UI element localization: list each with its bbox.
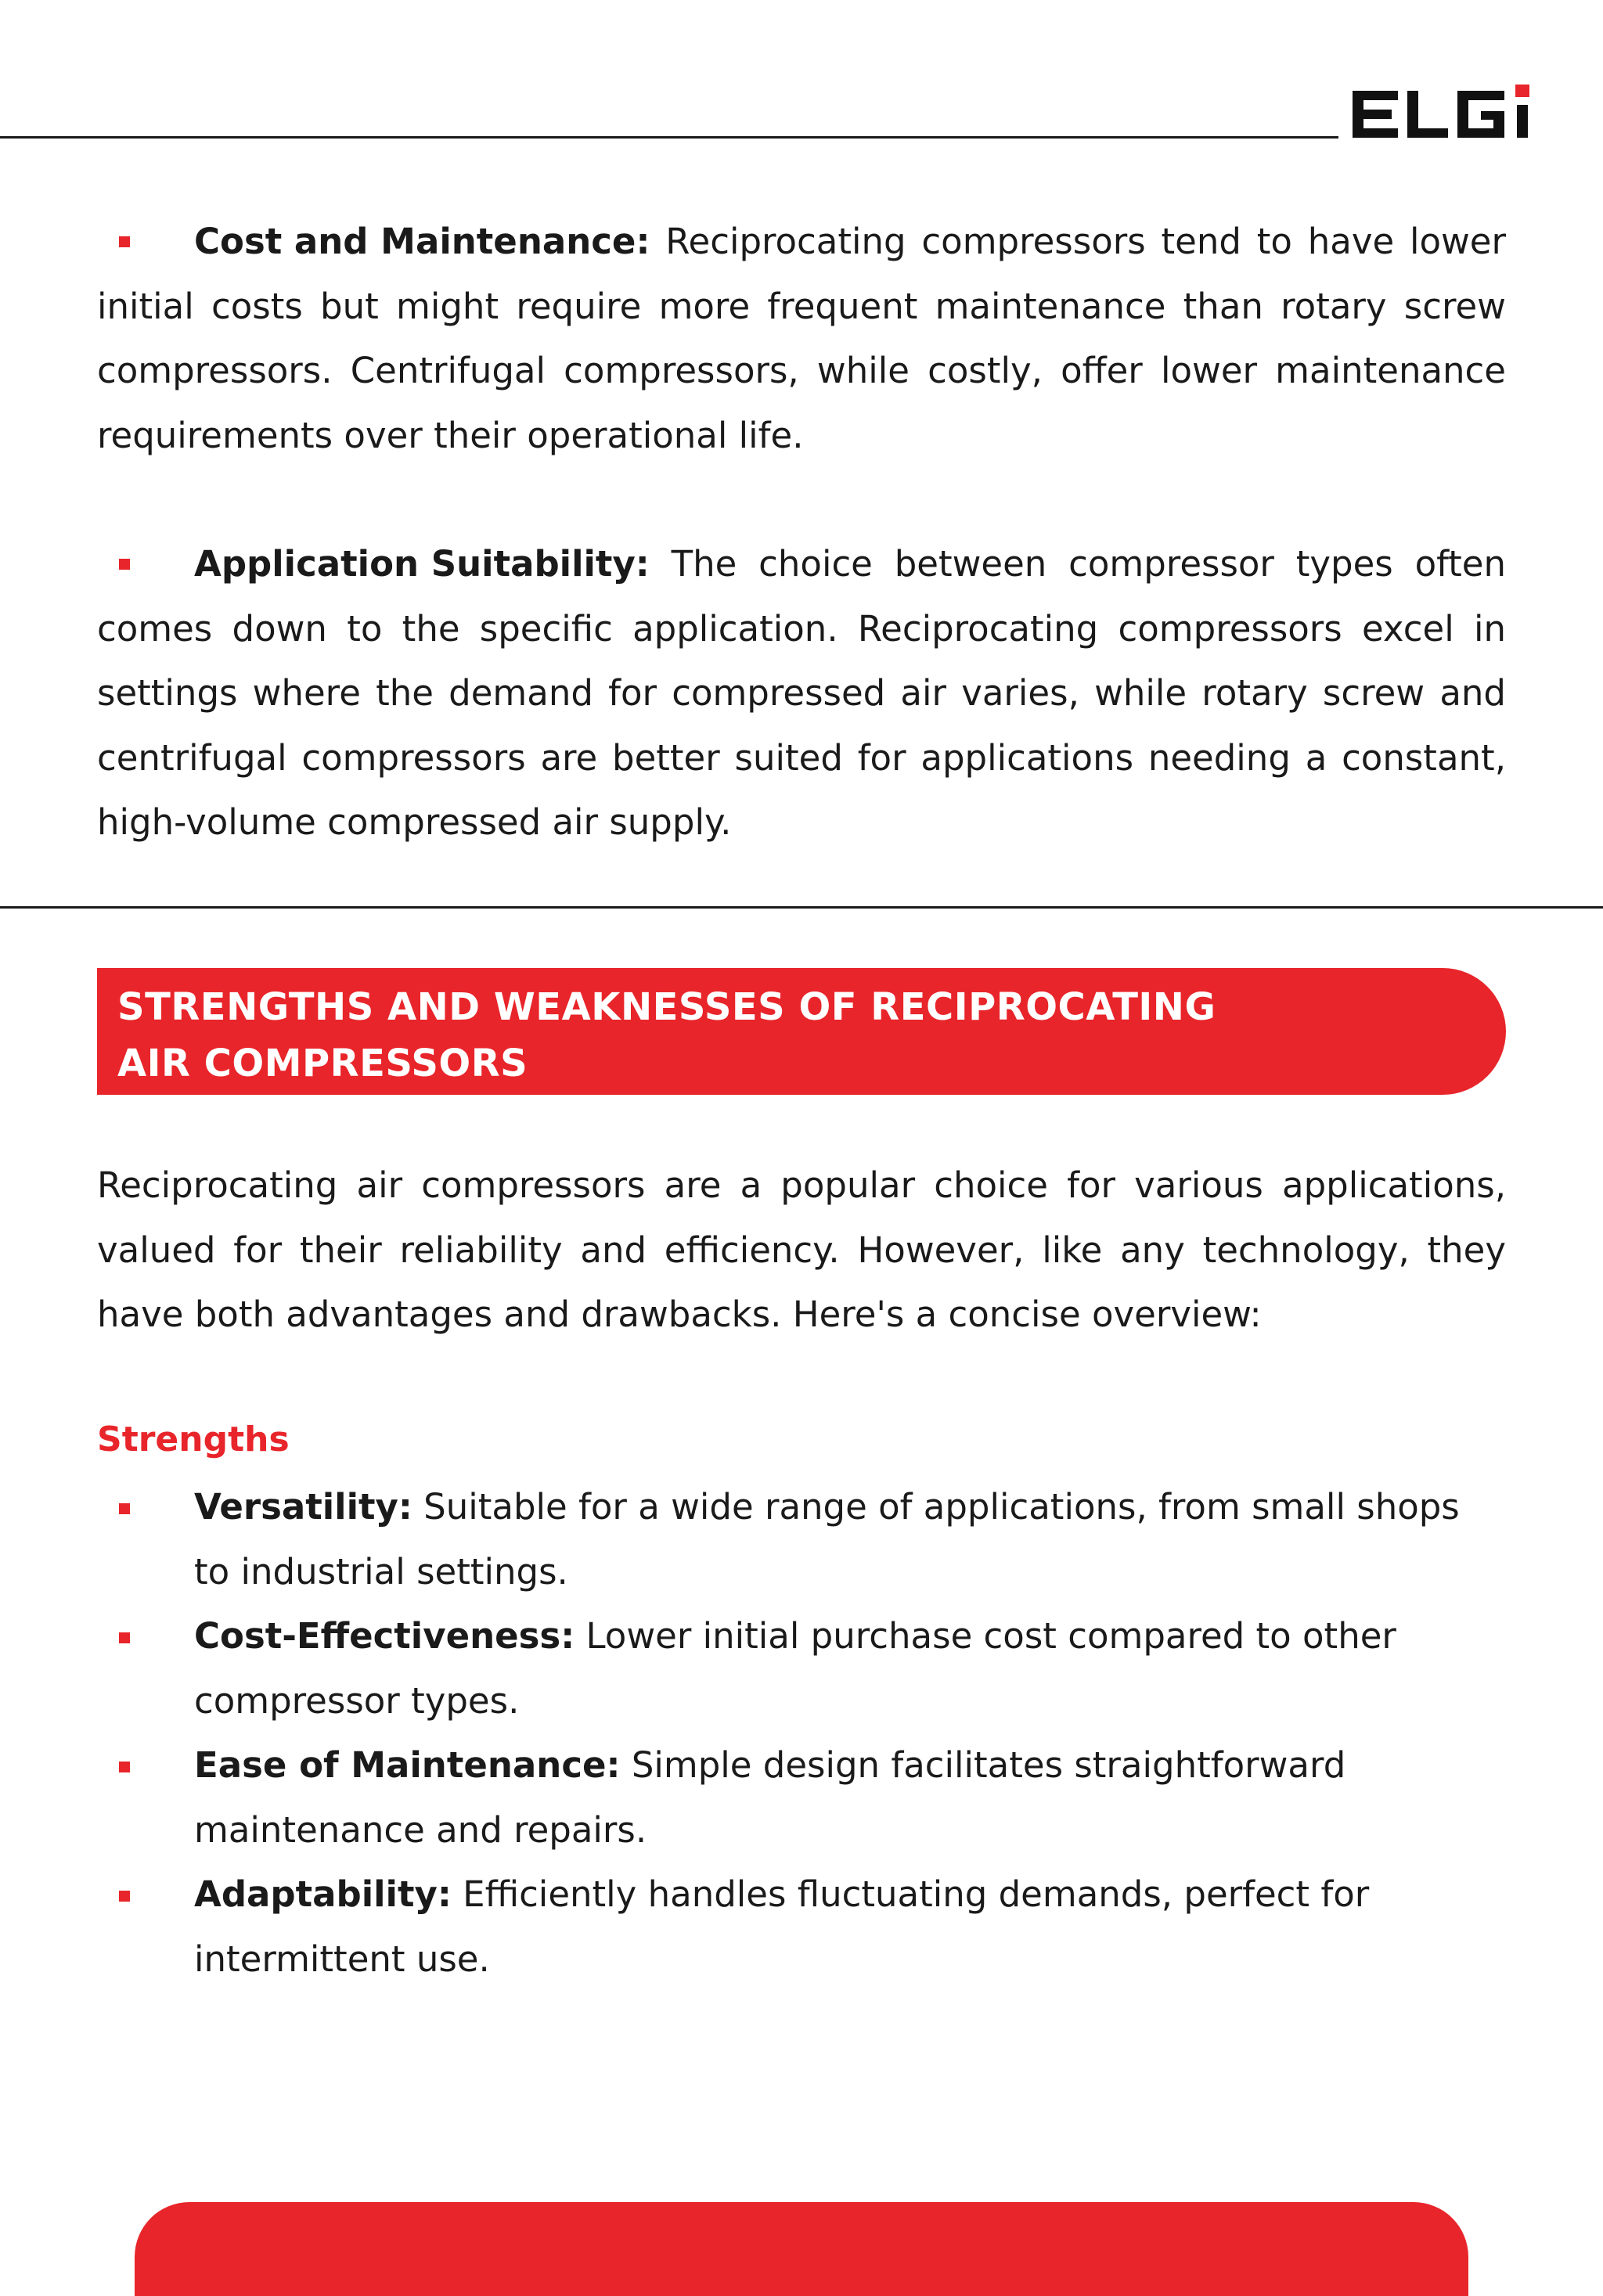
list-item (97, 1475, 1506, 1604)
list-item (97, 1733, 1506, 1862)
list-item-term: Adaptability: (194, 1873, 452, 1915)
bullet-term: Cost and Maintenance: (194, 221, 650, 262)
strengths-heading: Strengths (97, 1420, 290, 1459)
bullet-term: Application Suitability: (194, 543, 650, 585)
bullet-marker (119, 1762, 130, 1772)
bullet-application-suitability (97, 532, 1506, 855)
section-intro: Reciprocating air compressors are a popular choice for various applications, valued for their reliability and efficiency. However, like any technology, they have both advantages and drawbacks. Here's a concise overview: (97, 1164, 1506, 1335)
list-item-term: Ease of Maintenance: (194, 1744, 621, 1786)
list-item-text: Efficiently handles fluctuating demands, perfect for intermittent use. (194, 1873, 1370, 1980)
footer-banner (135, 2202, 1468, 2296)
header-rule (0, 136, 1338, 139)
bullet-marker (119, 559, 130, 570)
list-item (97, 1604, 1506, 1733)
list-item-text: Suitable for a wide range of applications, from small shops to industrial settings. (194, 1486, 1460, 1592)
bullet-marker (119, 236, 130, 247)
list-item-text: Lower initial purchase cost compared to other compressor types. (194, 1615, 1396, 1722)
strengths-list (97, 1475, 1506, 1992)
bullet-marker (119, 1632, 130, 1643)
elgi-logo (1353, 77, 1558, 144)
section-title-line1: STRENGTHS AND WEAKNESSES OF RECIPROCATING (117, 985, 1216, 1029)
bullet-marker (119, 1503, 130, 1514)
bullet-marker (119, 1891, 130, 1902)
section-divider (0, 906, 1603, 909)
bullet-text: The choice between compressor types often comes down to the specific application. Reciprocating compressors excel in settings where the demand for compressed air varies, while rotary screw and centrifugal compressors are better suited for applications needing a constant, high-volume compressed air supply. (97, 543, 1506, 843)
list-item-text: Simple design facilitates straightforward maintenance and repairs. (194, 1744, 1346, 1851)
list-item (97, 1862, 1506, 1992)
list-item-term: Versatility: (194, 1486, 412, 1528)
section-title-banner (97, 968, 1506, 1095)
bullet-text: Reciprocating compressors tend to have lower initial costs but might require more frequent maintenance than rotary screw compressors. Centrifugal compressors, while costly, offer lower maintenance requirements over their operational life. (97, 221, 1506, 456)
bullet-cost-maintenance (97, 210, 1506, 468)
section-title-line2: AIR COMPRESSORS (117, 1042, 528, 1085)
section-title (117, 979, 1291, 1092)
list-item-term: Cost-Effectiveness: (194, 1615, 575, 1657)
